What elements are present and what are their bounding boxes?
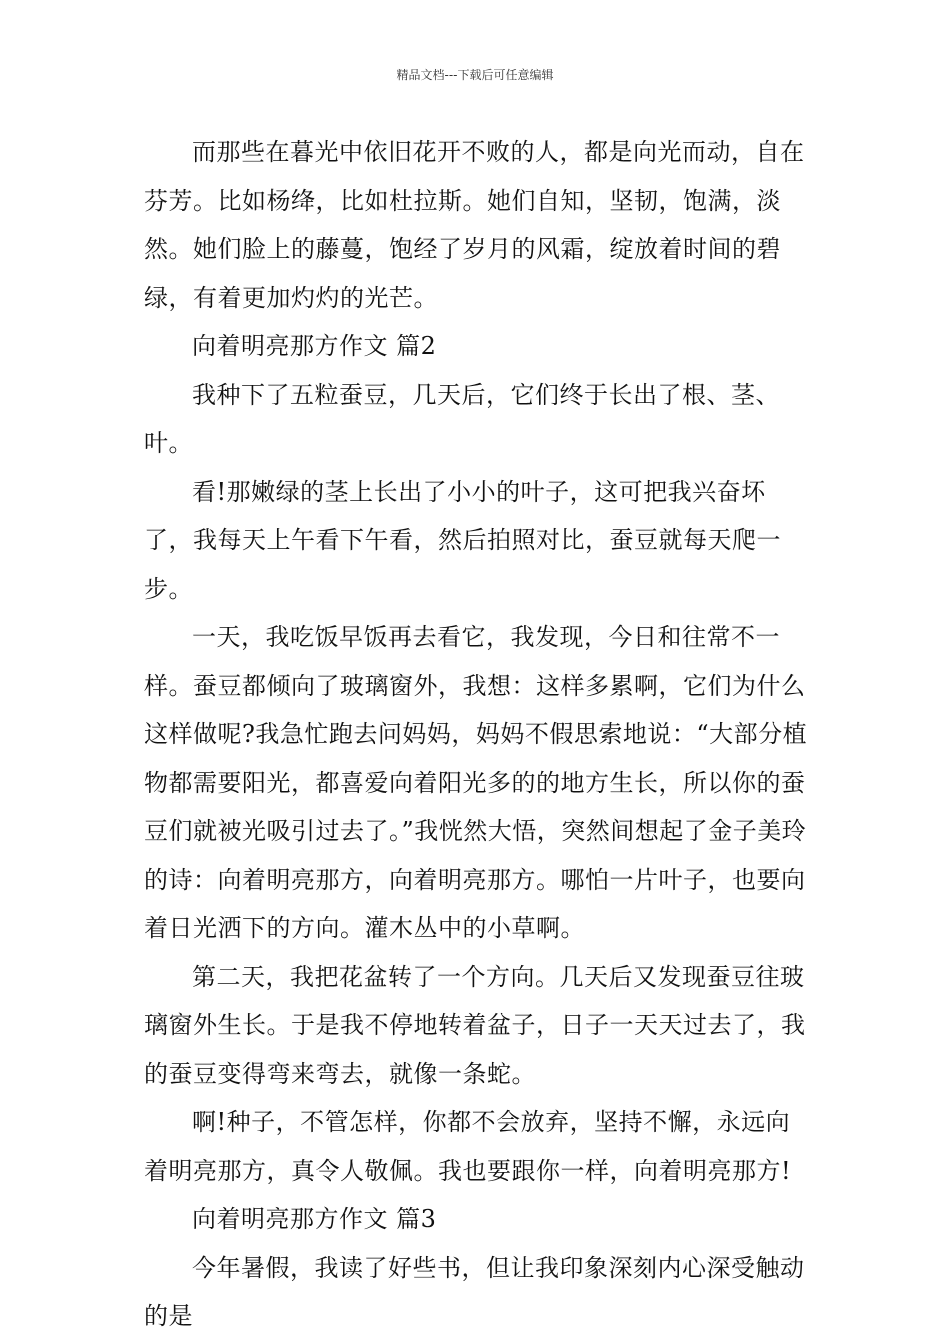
paragraph: 今年暑假，我读了好些书，但让我印象深刻内心深受触动的是: [144, 1253, 805, 1330]
section-heading: 向着明亮那方作文 篇2: [192, 332, 437, 360]
paragraph: 我种下了五粒蚕豆，几天后，它们终于长出了根、茎、叶。: [144, 380, 780, 457]
section-heading: 向着明亮那方作文 篇3: [192, 1205, 437, 1233]
page-header: 精品文档---下载后可任意编辑: [396, 68, 554, 82]
paragraph: 看!那嫩绿的茎上长出了小小的叶子，这可把我兴奋坏了，我每天上午看下午看，然后拍照对比，蚕豆就每天爬一步。: [144, 477, 781, 603]
paragraph: 啊!种子，不管怎样，你都不会放弃，坚持不懈，永远向着明亮那方，真令人敬佩。我也要跟你一样，向着明亮那方!: [144, 1108, 792, 1185]
paragraph: 第二天，我把花盆转了一个方向。几天后又发现蚕豆往玻璃窗外生长。于是我不停地转着盆子，日子一天天过去了，我的蚕豆变得弯来弯去，就像一条蛇。: [144, 962, 806, 1088]
paragraph: 而那些在暮光中依旧花开不败的人，都是向光而动，自在芬芳。比如杨绛，比如杜拉斯。她们自知，坚韧，饱满，淡然。她们脸上的藤蔓，饱经了岁月的风霜，绽放着时间的碧绿，有着更加灼灼的光芒。: [144, 138, 805, 312]
paragraph: 一天，我吃饭早饭再去看它，我发现，今日和往常不一样。蚕豆都倾向了玻璃窗外，我想：这样多累啊，它们为什么这样做呢?我急忙跑去问妈妈，妈妈不假思索地说：“大部分植物都需要阳光，都喜爱向着阳光多的的地方生长，所以你的蚕豆们就被光吸引过去了。”我恍然大悟，突然间想起了金子美玲的诗：向着明亮那方，向着明亮那方。哪怕一片叶子，也要向着日光洒下的方向。灌木丛中的小草啊。: [144, 623, 808, 942]
document-body: [144, 128, 814, 1341]
